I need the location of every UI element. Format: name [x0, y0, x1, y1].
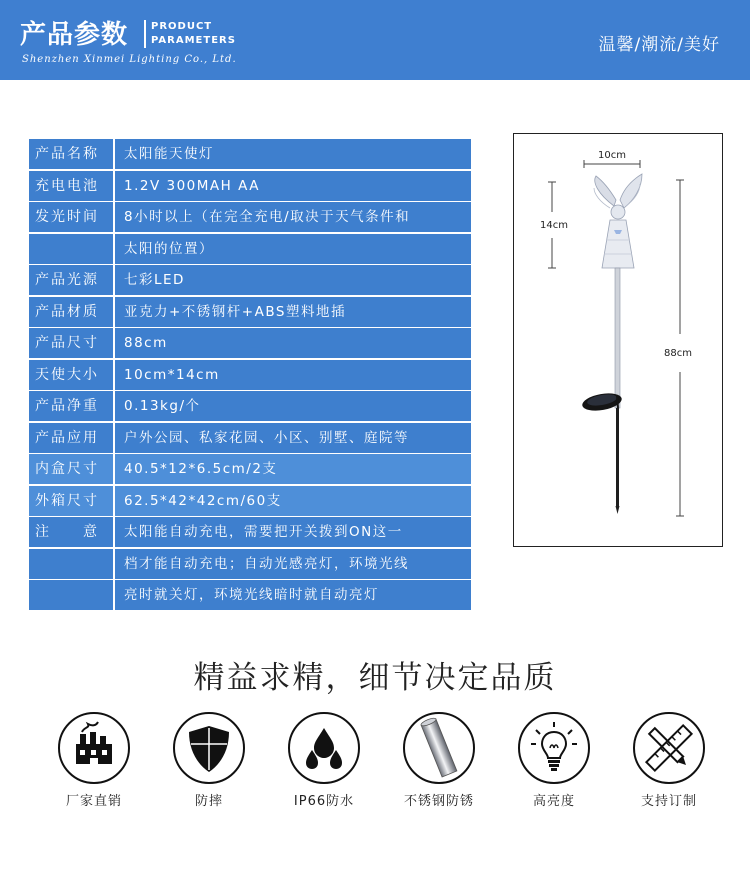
spec-value: 0.13kg/个: [115, 391, 471, 421]
acrylic-stake: [615, 268, 620, 408]
spec-key: 天使大小: [29, 360, 113, 390]
spec-row: [29, 171, 471, 203]
spec-key: 产品净重: [29, 391, 113, 421]
spec-row: [29, 454, 471, 486]
spec-row: [29, 139, 471, 171]
spec-row: [29, 486, 471, 518]
spec-row: [29, 360, 471, 392]
section-title: 精益求精，细节决定品质: [193, 660, 557, 696]
spec-key: [29, 549, 113, 579]
feature-label: 支持订制: [640, 794, 697, 809]
width-label: 10cm: [598, 150, 626, 161]
title-en-line1: PRODUCT: [151, 21, 213, 32]
feature-label: 厂家直销: [65, 794, 122, 809]
spec-value: 1.2V 300MAH AA: [115, 171, 471, 201]
company-name: Shenzhen Xinmei Lighting Co., Ltd.: [22, 54, 237, 65]
spec-value: 户外公园、私家花园、小区、别墅、庭院等: [115, 423, 471, 453]
feature-factory-direct: [58, 712, 130, 809]
spec-value: 62.5*42*42cm/60支: [115, 486, 471, 516]
spec-key: 产品光源: [29, 265, 113, 295]
spec-value: 亮时就关灯，环境光线暗时就自动亮灯: [115, 580, 471, 610]
spec-key: 产品尺寸: [29, 328, 113, 358]
spec-row: [29, 234, 471, 266]
slogan: 温馨/潮流/美好: [598, 35, 720, 55]
feature-label: 高亮度: [532, 794, 575, 809]
lightbulb-icon: [518, 712, 590, 784]
page-title: 产品参数: [20, 20, 129, 50]
page-title-en: [151, 20, 236, 48]
spec-row: [29, 297, 471, 329]
header-banner: [0, 0, 750, 80]
spec-row: [29, 423, 471, 455]
spec-row: [29, 202, 471, 234]
feature-drop-proof: [173, 712, 245, 809]
ground-spike: [616, 408, 619, 506]
steel-tube-icon: [403, 712, 475, 784]
spec-row: [29, 265, 471, 297]
spec-value: 8小时以上（在完全充电/取决于天气条件和: [115, 202, 471, 232]
feature-waterproof: [288, 712, 360, 809]
factory-icon: [58, 712, 130, 784]
ruler-pencil-icon: [633, 712, 705, 784]
feature-stainless: [403, 712, 475, 809]
spec-row: [29, 517, 471, 549]
spec-key: 充电电池: [29, 171, 113, 201]
water-drops-icon: [288, 712, 360, 784]
spec-row: [29, 549, 471, 581]
spec-key: 注 意: [29, 517, 113, 547]
spec-row: [29, 580, 471, 612]
spec-key: 产品应用: [29, 423, 113, 453]
total-height-label: 88cm: [664, 348, 692, 359]
spec-value: 亚克力+不锈钢杆+ABS塑料地插: [115, 297, 471, 327]
spec-value: 七彩LED: [115, 265, 471, 295]
title-en-line2: PARAMETERS: [151, 35, 236, 46]
spec-value: 10cm*14cm: [115, 360, 471, 390]
shield-icon: [173, 712, 245, 784]
spec-row: [29, 391, 471, 423]
angel-figure: [594, 174, 642, 268]
head-height-label: 14cm: [540, 220, 568, 231]
spec-key: 发光时间: [29, 202, 113, 232]
spec-value: 40.5*12*6.5cm/2支: [115, 454, 471, 484]
spec-key: 内盒尺寸: [29, 454, 113, 484]
spec-key: 产品名称: [29, 139, 113, 169]
spec-key: 产品材质: [29, 297, 113, 327]
feature-label: IP66防水: [293, 794, 355, 809]
spec-key: [29, 580, 113, 610]
feature-label: 防摔: [194, 794, 223, 809]
spec-table: [29, 139, 471, 612]
spec-value: 档才能自动充电；自动光感亮灯，环境光线: [115, 549, 471, 579]
spec-key: 外箱尺寸: [29, 486, 113, 516]
spec-value: 太阳能天使灯: [115, 139, 471, 169]
feature-high-brightness: [518, 712, 590, 809]
spec-value: 太阳的位置）: [115, 234, 471, 264]
feature-customization: [633, 712, 705, 809]
spec-value: 太阳能自动充电，需要把开关拨到ON这一: [115, 517, 471, 547]
spec-value: 88cm: [115, 328, 471, 358]
spec-key: [29, 234, 113, 264]
spec-row: [29, 328, 471, 360]
product-dimension-drawing: [514, 134, 721, 545]
title-divider: [144, 20, 146, 48]
product-photo-frame: [513, 133, 723, 547]
feature-label: 不锈钢防锈: [403, 794, 474, 809]
